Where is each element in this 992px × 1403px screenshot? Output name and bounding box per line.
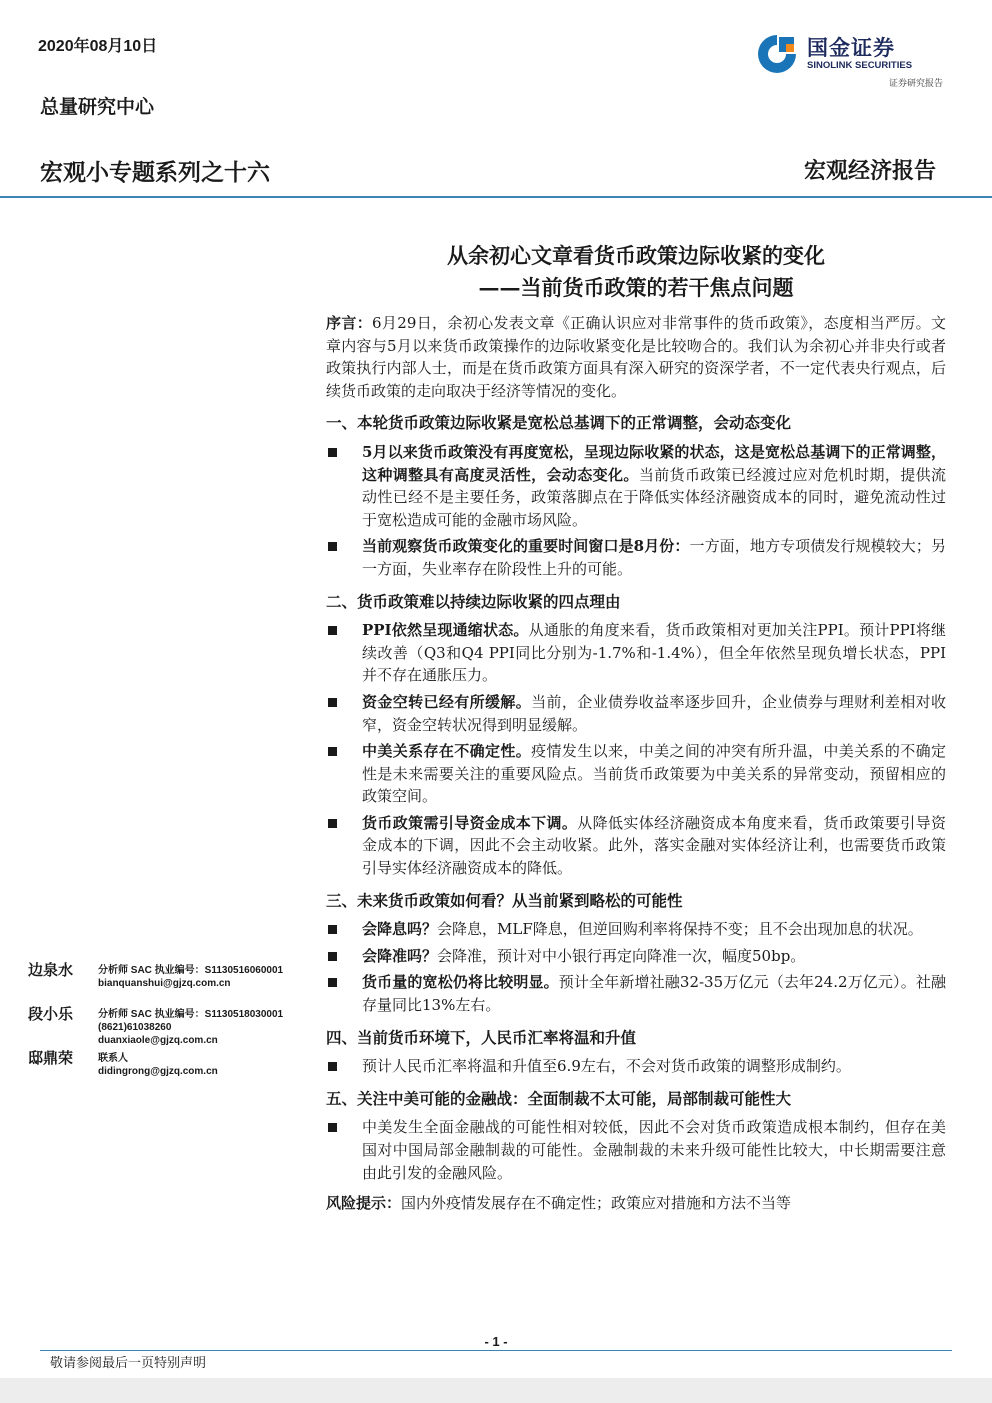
analyst-email: duanxiaole@gjzq.com.cn [98, 1035, 218, 1046]
bullet-text: 从降低实体经济融资成本角度来看，货币政策要引导资金成本的下调，因此不会主动收紧。此外，落实金融对实体经济让利，也需要货币政策引导实体经济融资成本的降低。 [362, 813, 946, 878]
risk-text: 国内外疫情发展存在不确定性；政策应对措施和方法不当等 [401, 1194, 792, 1213]
analyst-entry [28, 1006, 308, 1050]
risk-label: 风险提示： [326, 1194, 402, 1213]
analyst-phone: (8621)61038260 [98, 1022, 172, 1033]
page-number: - 1 - [484, 1334, 508, 1349]
section-heading: 四、当前货币环境下，人民币汇率将温和升值 [326, 1027, 637, 1047]
square-bullet-icon [328, 978, 337, 987]
bullet-bold: 中美关系存在不确定性。 [362, 742, 532, 761]
bullet-bold: 会降准吗？ [362, 946, 438, 965]
intro-label: 序言： [326, 314, 373, 332]
analyst-entry [28, 1050, 308, 1094]
bullet-item [326, 535, 946, 580]
logo-subtitle: 证券研究报告 [888, 79, 943, 89]
square-bullet-icon [328, 698, 337, 707]
report-type: 宏观经济报告 [803, 158, 936, 184]
analyst-info [98, 1052, 218, 1078]
square-bullet-icon [328, 747, 337, 756]
bullet-text: 疫情发生以来，中美之间的冲突有所升温，中美关系的不确定性是未来需要关注的重要风险点。当前货币政策要为中美关系的异常变动，预留相应的政策空间。 [362, 742, 946, 806]
analyst-credential: 分析师 SAC 执业编号：S1130518030001 [98, 1009, 284, 1020]
logo-english-name: SINOLINK SECURITIES [807, 60, 913, 71]
section-heading: 五、关注中美可能的金融战：全面制裁不太可能，局部制裁可能性大 [326, 1088, 792, 1108]
bullet-bold: PPI依然呈现通缩状态。 [362, 621, 529, 640]
bullet-item [326, 740, 946, 808]
intro-paragraph [326, 312, 946, 402]
section-heading: 一、本轮货币政策边际收紧是宽松总基调下的正常调整，会动态变化 [326, 413, 792, 433]
footer-divider [40, 1350, 952, 1351]
bullet-bold: 会降息吗？ [362, 920, 438, 939]
analyst-name: 邸鼎荣 [28, 1049, 74, 1067]
logo-chinese-name: 国金证券 [807, 36, 895, 60]
sinolink-logo-icon [755, 32, 799, 76]
square-bullet-icon [328, 819, 337, 828]
bullet-text: 会降准，预计对中小银行再定向降准一次，幅度50bp。 [437, 946, 806, 965]
analyst-entry [28, 962, 308, 1006]
header-divider [0, 196, 992, 198]
analyst-name: 边泉水 [28, 961, 74, 979]
bullet-text: 中美发生全面金融战的可能性相对较低，因此不会对货币政策造成根本制约，但存在美国对中国局部金融制裁的可能性。金融制裁的未来升级可能性比较大，中长期需要注意由此引发的金融风险。 [362, 1118, 946, 1182]
bullet-text: 预计人民币汇率将温和升值至6.9左右，不会对货币政策的调整形成制约。 [362, 1057, 851, 1076]
analyst-email: bianquanshui@gjzq.com.cn [98, 978, 231, 989]
analyst-info [98, 1008, 283, 1047]
analyst-credential: 分析师 SAC 执业编号：S1130516060001 [98, 965, 284, 976]
bullet-item [326, 918, 946, 941]
bullet-item [326, 619, 946, 687]
analyst-list [28, 962, 308, 1094]
analyst-role: 联系人 [98, 1053, 128, 1064]
company-logo [755, 30, 945, 92]
report-title: 从余初心文章看货币政策边际收紧的变化 [447, 243, 825, 268]
square-bullet-icon [328, 925, 337, 934]
bullet-item [326, 945, 946, 968]
report-body [326, 312, 946, 1215]
bullet-text: 从通胀的角度来看，货币政策相对更加关注PPI。预计PPI将继续改善（Q3和Q4 PPI同比分别为-1.7%和-1.4%），但全年依然呈现负增长状态，PPI并不存在通胀压力。 [362, 621, 946, 685]
bullet-item [326, 1116, 946, 1184]
bullet-item [326, 441, 946, 531]
bullet-item [326, 1055, 946, 1078]
bullet-item [326, 812, 946, 880]
report-series: 宏观小专题系列之十六 [40, 159, 270, 185]
report-subtitle: ——当前货币政策的若干焦点问题 [478, 275, 794, 300]
bullet-bold: 5月以来货币政策没有再度宽松，呈现边际收紧的状态，这是宽松总基调下的正常调整，这种调整具有高度灵活性，会动态变化。 [362, 442, 946, 484]
bullet-bold: 货币量的宽松仍将比较明显。 [362, 973, 559, 992]
square-bullet-icon [328, 542, 337, 551]
analyst-name: 段小乐 [28, 1005, 74, 1023]
square-bullet-icon [328, 448, 337, 457]
bullet-text: 当前，企业债券收益率逐步回升，企业债券与理财利差相对收窄，资金空转状况得到明显缓解。 [362, 692, 946, 734]
analyst-email: didingrong@gjzq.com.cn [98, 1066, 218, 1077]
analyst-info [98, 964, 283, 990]
intro-text: 6月29日，余初心发表文章《正确认识应对非常事件的货币政策》，态度相当严厉。文章内容与5月以来货币政策操作的边际收紧变化是比较吻合的。我们认为余初心并非央行或者政策执行内部人士，而是在货币政策方面具有深入研究的资深学者，不一定代表央行观点，后续货币政策的走向取决于经济等情况的变化。 [326, 314, 946, 400]
bullet-text: 会降息，MLF降息，但逆回购利率将保持不变；且不会出现加息的状况。 [437, 920, 923, 939]
footer-disclaimer: 敬请参阅最后一页特别声明 [50, 1356, 207, 1371]
square-bullet-icon [328, 626, 337, 635]
bullet-item [326, 971, 946, 1016]
bullet-bold: 资金空转已经有所缓解。 [362, 692, 532, 711]
risk-warning [326, 1192, 946, 1215]
research-center: 总量研究中心 [40, 96, 155, 118]
square-bullet-icon [328, 1062, 337, 1071]
bullet-bold: 货币政策需引导资金成本下调。 [362, 813, 578, 832]
bullet-bold: 当前观察货币政策变化的重要时间窗口是8月份： [362, 537, 690, 556]
report-date: 2020年08月10日 [38, 38, 158, 55]
bullet-text: 预计全年新增社融32-35万亿元（去年24.2万亿元）。社融存量同比13%左右。 [362, 973, 946, 1015]
page-bottom-band [0, 1378, 992, 1403]
bullet-text: 一方面，地方专项债发行规模较大；另一方面，失业率存在阶段性上升的可能。 [362, 537, 946, 578]
square-bullet-icon [328, 1123, 337, 1132]
square-bullet-icon [328, 952, 337, 961]
section-heading: 二、货币政策难以持续边际收紧的四点理由 [326, 591, 621, 611]
bullet-text: 当前货币政策已经渡过应对危机时期，提供流动性已经不是主要任务，政策落脚点在于降低实体经济融资成本的同时，避免流动性过于宽松造成可能的金融市场风险。 [362, 465, 946, 529]
section-heading: 三、未来货币政策如何看？从当前紧到略松的可能性 [326, 890, 683, 910]
bullet-item [326, 691, 946, 736]
